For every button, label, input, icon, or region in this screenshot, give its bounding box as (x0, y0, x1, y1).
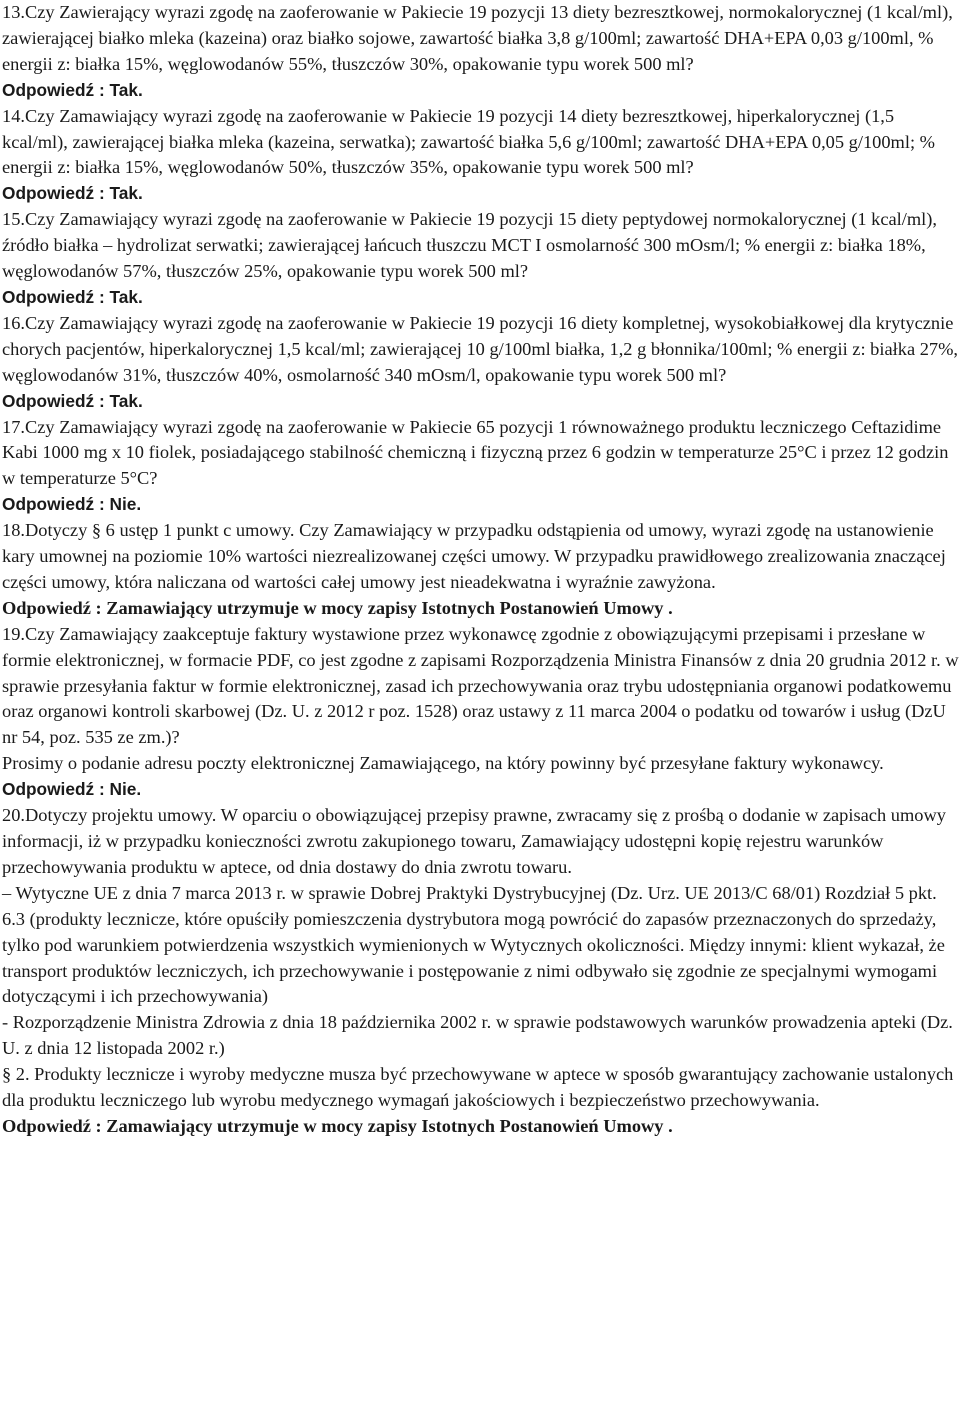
answer: Odpowiedź : Nie. (2, 494, 142, 515)
question-17 (2, 415, 959, 519)
question-text: 19.Czy Zamawiający zaakceptuje faktury wystawione przez wykonawcę zgodnie z obowiązującymi przepisami i przesłane w formie elektronicznej, w formacie PDF, co jest zgodne z zapisami Rozporządzenia Ministra Finansów z dnia 20 grudnia 2012 r. w sprawie przesyłania faktur w formie elektronicznej, zasad ich przechowywania oraz trybu udostępniania organowi podatkowemu oraz organowi kontroli skarbowej (Dz. U. z 2012 r poz. 1528) oraz ustawy z 11 marca 2004 o podatku od towarów i usług (DzU nr 54, poz. 535 ze zm.)? (2, 623, 959, 748)
answer: Odpowiedź : Zamawiający utrzymuje w mocy zapisy Istotnych Postanowień Umowy . (2, 597, 673, 618)
question-text: – Wytyczne UE z dnia 7 marca 2013 r. w sprawie Dobrej Praktyki Dystrybucyjnej (Dz. Urz. UE 2013/C 68/01) Rozdział 5 pkt. 6.3 (produkty lecznicze, które opuściły pomieszczenia dystrybutora mogą powrócić do zapasów przeznaczonych do sprzedaży, tylko pod warunkiem potwierdzenia wszystkich wymienionych w Wytycznych okoliczności. Między innymi: klient wykazał, że transport produktów leczniczych, ich przechowywanie i postępowanie z nimi odbywało się zgodnie ze specjalnymi wymogami dotyczącymi i ich przechowywania) (2, 882, 945, 1007)
question-text: 17.Czy Zamawiający wyrazi zgodę na zaoferowanie w Pakiecie 65 pozycji 1 równoważnego produktu leczniczego Ceftazidime Kabi 1000 mg x 10 fiolek, posiadającego stabilność chemiczną i fizyczną przez 6 godzin w temperaturze 25°C i przez 12 godzin w temperaturze 5°C? (2, 416, 949, 489)
question-text: 20.Dotyczy projektu umowy. W oparciu o obowiązującej przepisy prawne, zwracamy się z prośbą o dodanie w zapisach umowy informacji, iż w przypadku konieczności zwrotu zakupionego towaru, Zamawiający udostępni kopię rejestru warunków przechowywania produktu w aptece, od dnia dostawy do dnia zwrotu towaru. (2, 805, 946, 877)
question-18 (2, 518, 959, 622)
answer: Odpowiedź : Tak. (2, 390, 143, 411)
question-text: 18.Dotyczy § 6 ustęp 1 punkt c umowy. Czy Zamawiający w przypadku odstąpienia od umowy, wyrazi zgodę na ustanowienie kary umownej na poziomie 10% wartości niezrealizowanej części umowy. W przypadku prawidłowego zrealizowania znaczącej części umowy, która naliczana od wartości całej umowy jest nieadekwatna i wyraźnie zawyżona. (2, 520, 946, 592)
question-text: 15.Czy Zamawiający wyrazi zgodę na zaoferowanie w Pakiecie 19 pozycji 15 diety peptydowej normokalorycznej (1 kcal/ml), źródło białka – hydrolizat serwatki; zawierającej łańcuch tłuszczu MCT I osmolarność 300 mOsm/l; % energii z: białka 18%, węglowodanów 57%, tłuszczów 25%, opakowanie typu worek 500 ml? (2, 209, 938, 282)
question-14 (2, 104, 959, 208)
question-text: 14.Czy Zamawiający wyrazi zgodę na zaoferowanie w Pakiecie 19 pozycji 14 diety bezresztkowej, hiperkalorycznej (1,5 kcal/ml), zawierającej białka mleka (kazeina, serwatka); zawartość białka 5,6 g/100ml; zawartość DHA+EPA 0,05 g/100ml; % energii z: białka 15%, węglowodanów 50%, tłuszczów 35%, opakowanie typu worek 500 ml? (2, 105, 935, 178)
question-13 (2, 0, 959, 104)
question-text: § 2. Produkty lecznicze i wyroby medyczne musza być przechowywane w aptece w sposób gwarantujący zachowanie ustalonych dla produktu leczniczego lub wyrobu medycznego wymagań jakościowych i bezpieczeństwo przechowywania. (2, 1064, 954, 1111)
question-15 (2, 207, 959, 311)
answer: Odpowiedź : Tak. (2, 183, 143, 204)
question-text: Prosimy o podanie adresu poczty elektronicznej Zamawiającego, na który powinny być przesyłane faktury wykonawcy. (2, 753, 884, 774)
answer: Odpowiedź : Zamawiający utrzymuje w mocy zapisy Istotnych Postanowień Umowy . (2, 1115, 673, 1136)
question-19 (2, 622, 959, 803)
question-20 (2, 803, 959, 1140)
answer: Odpowiedź : Nie. (2, 779, 142, 800)
answer: Odpowiedź : Tak. (2, 286, 143, 307)
answer: Odpowiedź : Tak. (2, 79, 143, 100)
question-text: - Rozporządzenie Ministra Zdrowia z dnia 18 października 2002 r. w sprawie podstawowych warunków prowadzenia apteki (Dz. U. z dnia 12 listopada 2002 r.) (2, 1012, 953, 1059)
question-text: 16.Czy Zamawiający wyrazi zgodę na zaoferowanie w Pakiecie 19 pozycji 16 diety kompletnej, wysokobiałkowej dla krytycznie chorych pacjentów, hiperkalorycznej 1,5 kcal/ml; zawierającej 10 g/100ml białka, 1,2 g błonnika/100ml; % energii z: białka 27%, węglowodanów 31%, tłuszczów 40%, osmolarność 340 mOsm/l, opakowanie typu worek 500 ml? (2, 312, 959, 385)
question-text: 13.Czy Zawierający wyrazi zgodę na zaoferowanie w Pakiecie 19 pozycji 13 diety bezresztkowej, normokalorycznej (1 kcal/ml), zawierającej białko mleka (kazeina) oraz białko sojowe, zawartość białka 3,8 g/100ml; zawartość DHA+EPA 0,03 g/100ml, % energii z: białka 15%, węglowodanów 55%, tłuszczów 30%, opakowanie typu worek 500 ml? (2, 2, 953, 74)
question-16 (2, 311, 959, 415)
